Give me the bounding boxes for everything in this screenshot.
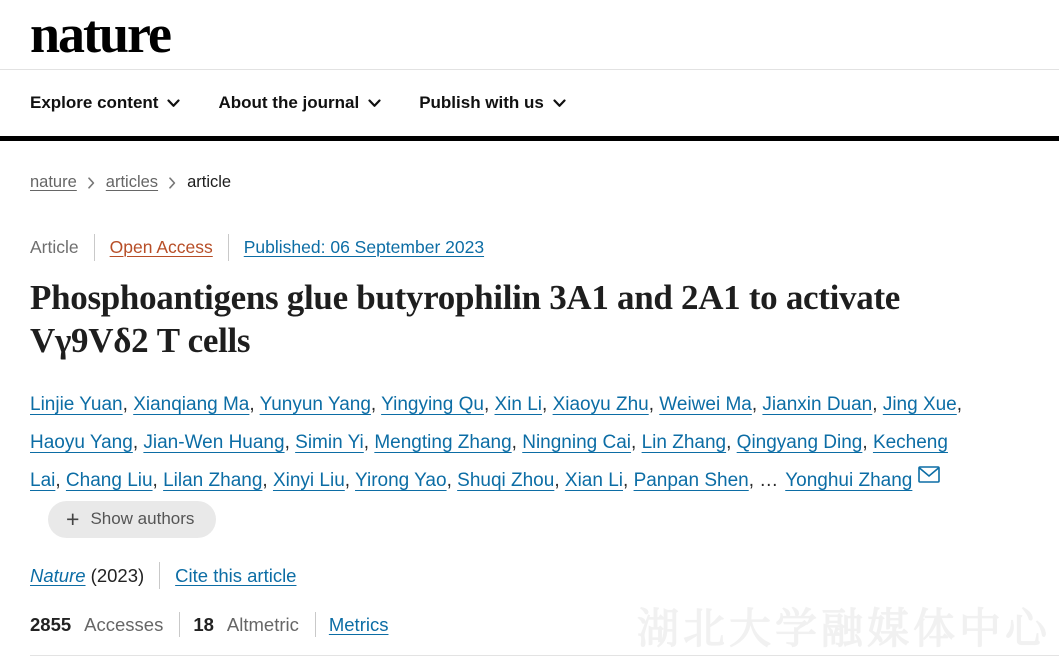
author-separator: , [132,432,144,454]
nav-explore-content[interactable] [30,93,180,113]
author-separator: , [284,432,296,454]
chevron-down-icon [368,99,381,108]
divider [315,612,316,637]
author-link[interactable]: Simin Yi [295,432,364,454]
article-title: Phosphoantigens glue butyrophilin 3A1 and 2A1 to activate Vγ9Vδ2 T cells [30,278,901,360]
author-link[interactable]: Kecheng Lai [30,432,948,492]
author-link[interactable]: Jianxin Duan [762,394,873,416]
breadcrumb-current: article [187,173,232,191]
accesses-value: 2855 [30,613,72,635]
author-separator: , [542,394,553,416]
article-type-label: Article [30,237,79,257]
chevron-down-icon [167,99,180,108]
author-separator: , [344,470,356,492]
open-access-link[interactable]: Open Access [109,237,213,257]
main-nav [0,70,1059,136]
author-link[interactable]: Xinyi Liu [272,470,345,492]
author-separator: , [370,394,382,416]
author-link[interactable]: Linjie Yuan [30,394,123,416]
author-separator: , [956,394,963,416]
author-separator: , [483,394,495,416]
author-link[interactable]: Mengting Zhang [374,432,512,454]
author-separator: , [862,432,873,454]
author-link[interactable]: Yingying Qu [381,394,484,416]
author-link[interactable]: Jian-Wen Huang [143,432,285,454]
author-separator: , [249,394,260,416]
author-link[interactable]: Yirong Yao [355,470,447,492]
author-link[interactable]: Panpan Shen [633,470,749,492]
author-separator: , [726,432,737,454]
nav-about-the-journal-label: About the journal [218,93,360,112]
author-link[interactable]: Haoyu Yang [30,432,133,454]
journal-link[interactable]: Nature [30,564,86,586]
breadcrumb [30,173,1029,192]
nav-publish-with-us-label: Publish with us [419,93,544,112]
breadcrumb-nature-link[interactable]: nature [30,173,77,191]
nature-logo[interactable]: nature [30,3,171,64]
citation-year: (2023) [90,564,145,586]
accesses-label: Accesses [84,613,164,635]
author-link[interactable]: Xianqiang Ma [133,394,250,416]
breadcrumb-articles-link[interactable]: articles [105,173,159,191]
altmetric-value: 18 [193,613,214,635]
article-meta-row [30,234,1029,261]
author-separator: , [648,394,660,416]
citation-text [30,565,144,587]
author-separator: , [511,432,523,454]
chevron-right-icon [88,177,95,189]
author-separator: , [152,470,164,492]
nav-publish-with-us[interactable] [419,93,566,113]
author-link[interactable]: Xin Li [494,394,543,416]
author-link[interactable]: Weiwei Ma [659,394,752,416]
plus-icon: + [66,505,80,532]
author-link[interactable]: Jing Xue [882,394,957,416]
chevron-right-icon [169,177,176,189]
author-separator: , [623,470,634,492]
divider [228,234,229,261]
metrics-link[interactable]: Metrics [328,613,389,635]
metrics-row [30,612,1029,637]
author-separator: , [631,432,642,454]
author-link[interactable]: Shuqi Zhou [457,470,555,492]
author-link[interactable]: Yunyun Yang [259,394,371,416]
altmetric-label: Altmetric [226,613,299,635]
author-separator: , [751,394,763,416]
author-link[interactable]: Ningning Cai [522,432,632,454]
published-date-link[interactable]: Published: 06 September 2023 [243,237,485,257]
site-header [0,0,1059,141]
email-envelope-icon[interactable] [918,466,940,483]
author-link[interactable]: Qingyang Ding [736,432,863,454]
show-authors-button[interactable] [48,501,216,539]
author-separator: , [122,394,134,416]
author-separator: , [872,394,883,416]
author-link[interactable]: Chang Liu [65,470,153,492]
divider [179,612,180,637]
author-separator: , [363,432,375,454]
divider [159,562,160,589]
logo-row [0,0,1059,70]
author-separator: , [554,470,565,492]
author-link[interactable]: Xian Li [564,470,623,492]
citation-row [30,562,1029,589]
cite-this-article-link[interactable]: Cite this article [175,564,297,586]
authors-ellipsis: … [759,470,779,492]
divider [94,234,95,261]
author-separator: , [262,470,273,492]
show-authors-label: Show authors [90,508,195,528]
author-link[interactable]: Xiaoyu Zhu [552,394,649,416]
corresponding-author-link[interactable]: Yonghui Zhang [785,470,913,492]
author-separator: , [55,470,66,492]
author-link[interactable]: Lin Zhang [641,432,727,454]
author-separator: , [748,470,760,492]
nav-about-the-journal[interactable] [218,93,381,113]
nav-black-bar [0,136,1059,141]
nav-explore-content-label: Explore content [30,93,159,112]
author-link[interactable]: Lilan Zhang [163,470,263,492]
chevron-down-icon [553,99,566,108]
watermark: 湖北大学融媒体中心 [636,605,1051,652]
article-header [0,173,1059,637]
authors-paragraph [30,386,978,538]
author-separator: , [446,470,458,492]
